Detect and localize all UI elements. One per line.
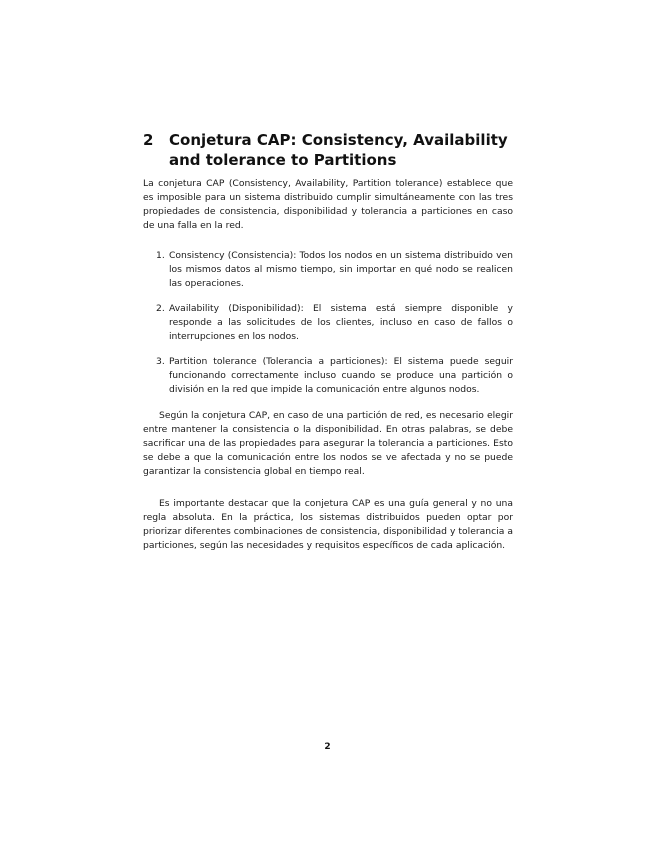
list-item-consistency	[143, 249, 513, 291]
list-item-number: 2.	[156, 303, 165, 314]
list-item-text: Availability (Disponibilidad): El sistema está siempre disponible y responde a las solicitudes de los clientes, incluso en caso de fallos o interrupciones en los nodos.	[169, 303, 513, 342]
section-body	[143, 177, 513, 553]
list-item-availability	[143, 302, 513, 344]
list-item-text: Consistency (Consistencia): Todos los nodos en un sistema distribuido ven los mismos datos al mismo tiempo, sin importar en qué nodo se realicen las operaciones.	[169, 250, 513, 289]
paragraph-guideline: Es importante destacar que la conjetura CAP es una guía general y no una regla absoluta. En la práctica, los sistemas distribuidos pueden optar por priorizar diferentes combinaciones de consistencia, disponibilidad y tolerancia a particiones, según las necesidades y requisitos específicos de cada aplicación.	[143, 498, 513, 551]
intro-paragraph: La conjetura CAP (Consistency, Availability, Partition tolerance) establece que es imposible para un sistema distribuido cumplir simultáneamente con las tres propiedades de consistencia, disponibilidad y tolerancia a particiones en caso de una falla en la red.	[143, 178, 513, 231]
list-item-text: Partition tolerance (Tolerancia a particiones): El sistema puede seguir funcionando correctamente incluso cuando se produce una partición o división en la red que impide la comunicación entre algunos nodos.	[169, 356, 513, 395]
list-item-number: 3.	[156, 356, 165, 367]
list-item-partition-tolerance	[143, 355, 513, 397]
paragraph-tradeoff: Según la conjetura CAP, en caso de una partición de red, es necesario elegir entre mantener la consistencia o la disponibilidad. En otras palabras, se debe sacrificar una de las propiedades para asegurar la tolerancia a particiones. Esto se debe a que la comunicación entre los nodos se ve afectada y no se puede garantizar la consistencia global en tiempo real.	[143, 410, 513, 477]
cap-properties-list	[143, 249, 513, 397]
page-number: 2	[324, 742, 331, 752]
section-number: 2	[143, 131, 154, 149]
section-title: Conjetura CAP: Consistency, Availability and tolerance to Partitions	[169, 131, 508, 169]
section-heading	[143, 130, 523, 170]
list-item-number: 1.	[156, 250, 165, 261]
